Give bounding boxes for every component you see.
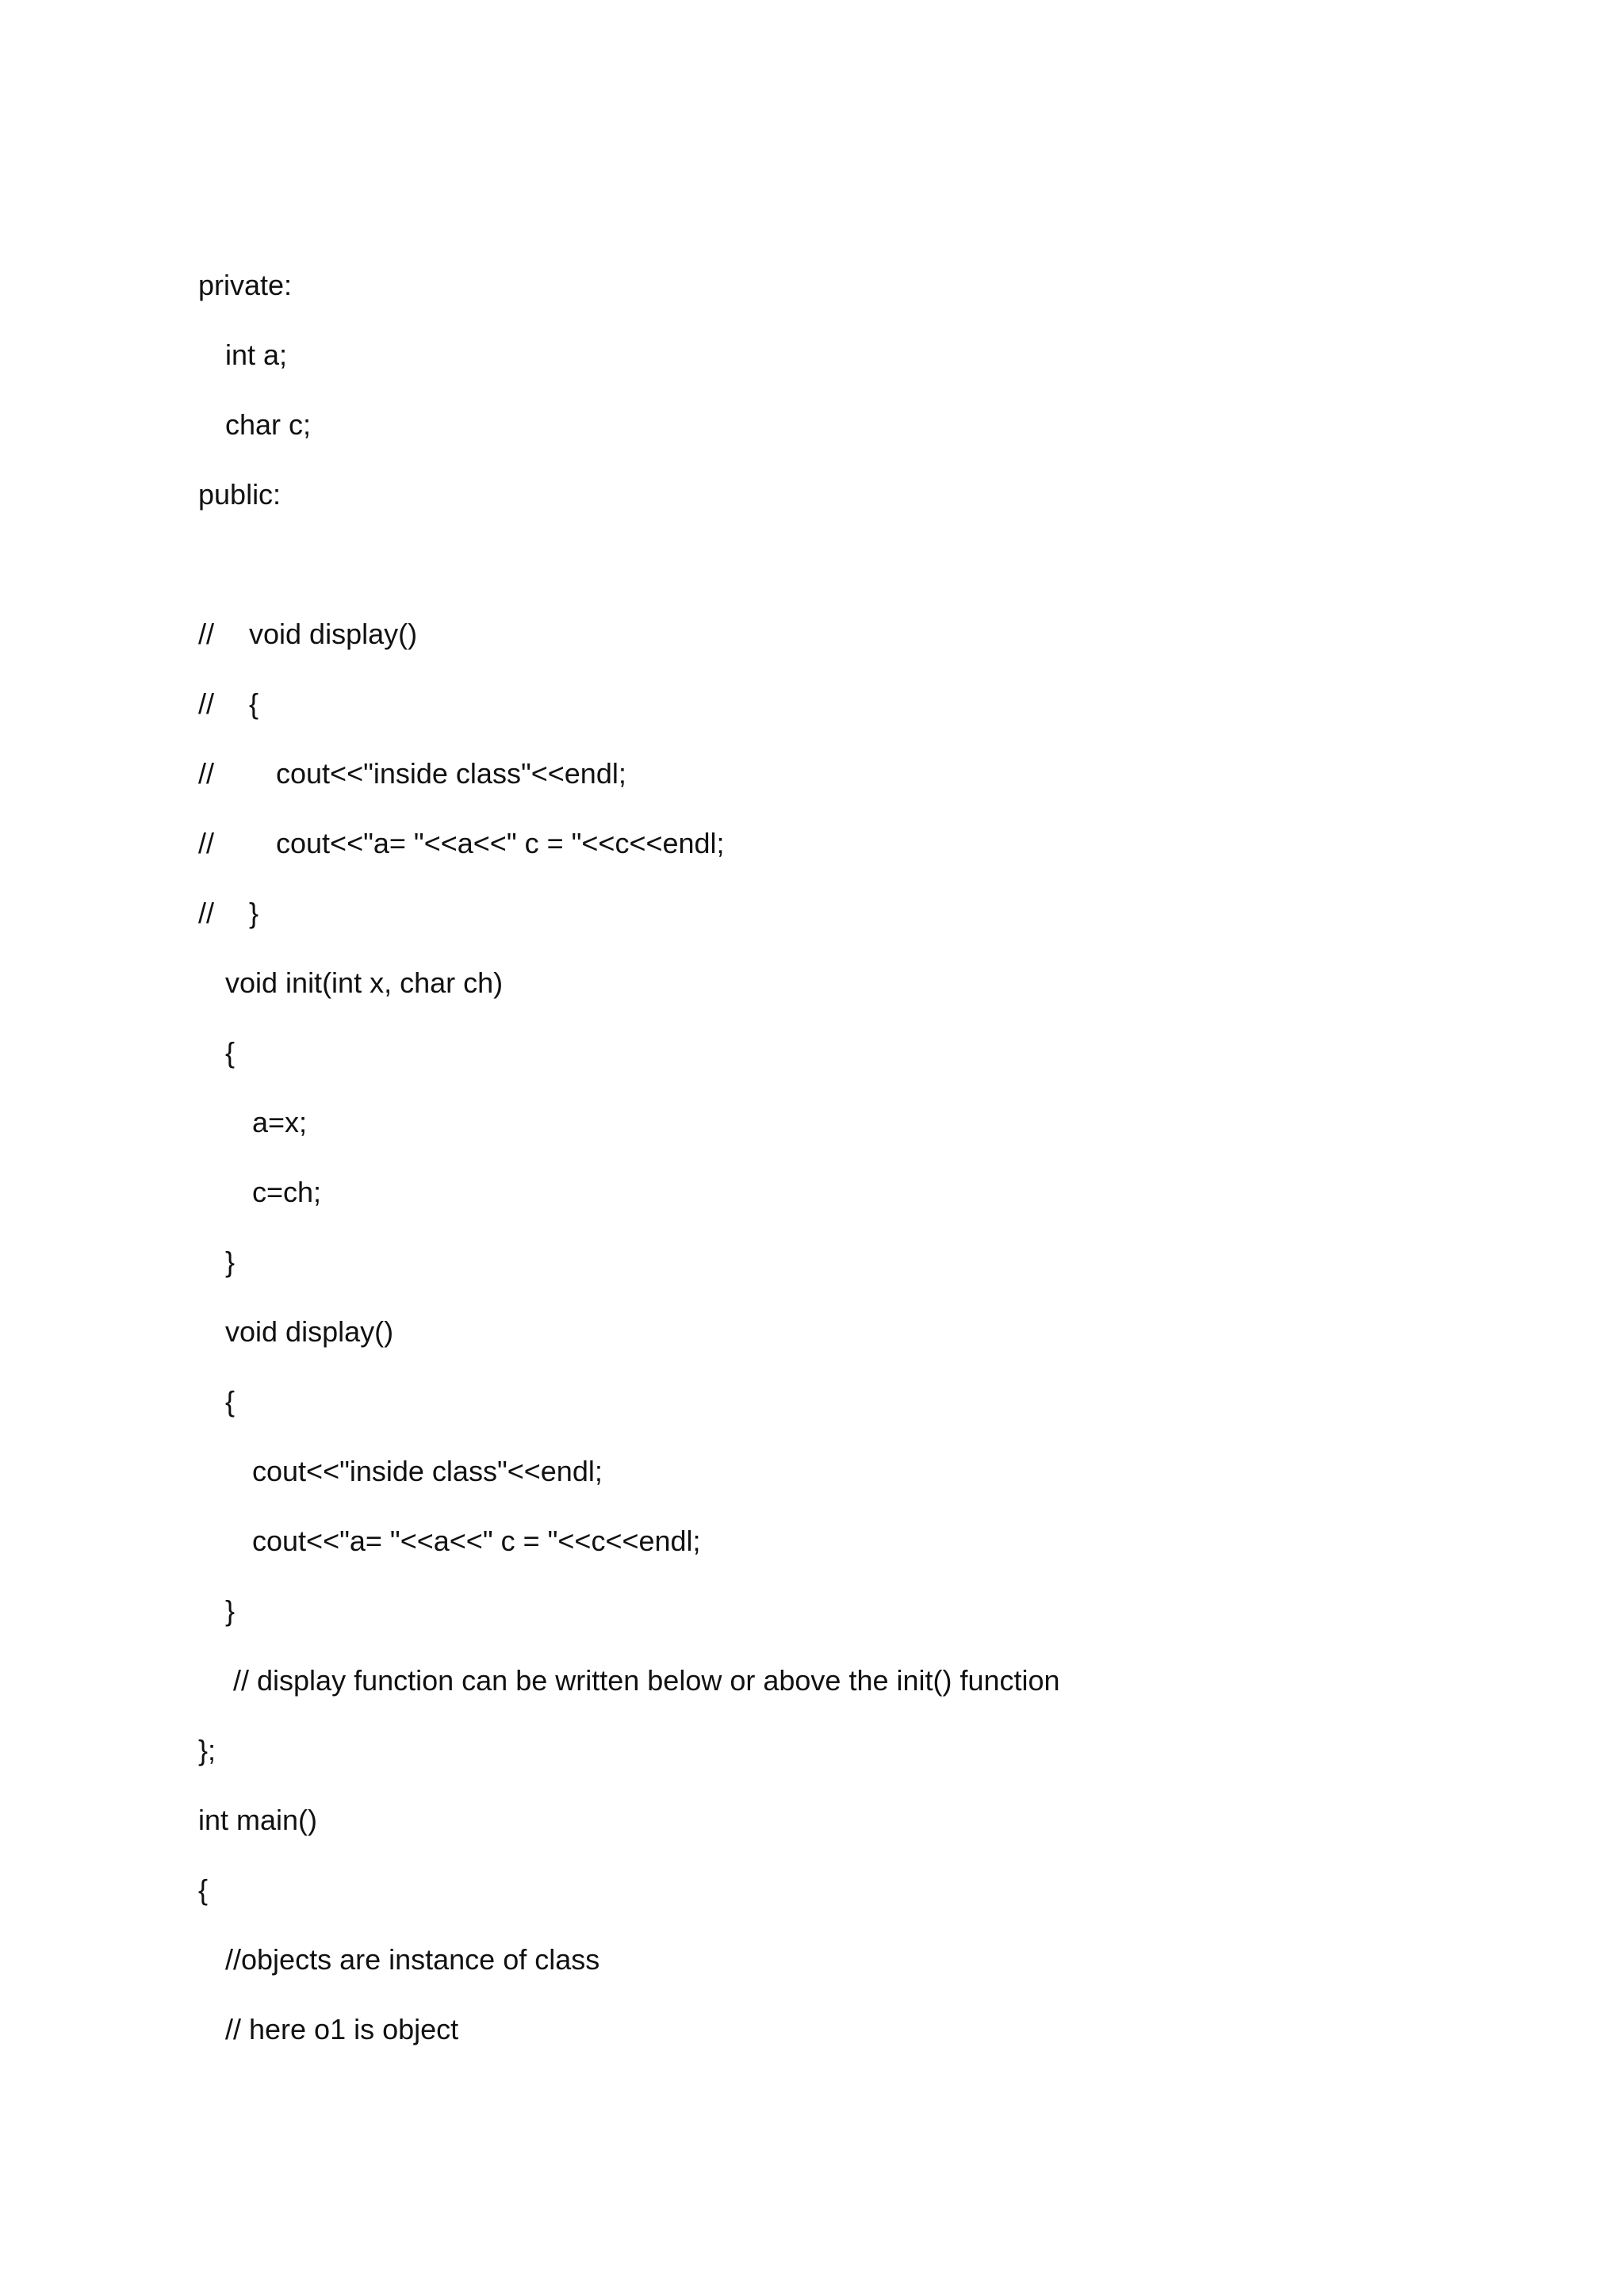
code-text: { <box>198 1873 209 1906</box>
code-text: } <box>225 1246 236 1278</box>
comment-marker: // <box>198 827 215 859</box>
code-text: int a; <box>225 339 288 371</box>
code-text: a=x; <box>252 1106 308 1138</box>
code-text: c=ch; <box>252 1176 322 1208</box>
code-text: } <box>249 897 259 929</box>
code-comment-line <box>198 2012 459 2117</box>
code-text: cout<<"a= "<<a<<" c = "<<c<<endl; <box>276 827 725 859</box>
code-text: private: <box>198 269 293 301</box>
code-text: { <box>225 1385 236 1418</box>
code-line <box>198 477 282 582</box>
code-text: char c; <box>225 408 312 441</box>
code-text: { <box>249 687 259 720</box>
code-text: // display function can be written below or above the init() function <box>233 1664 1060 1697</box>
code-text: cout<<"a= "<<a<<" c = "<<c<<endl; <box>252 1525 701 1557</box>
comment-marker: // <box>198 757 215 790</box>
code-text: cout<<"inside class"<<endl; <box>276 757 626 790</box>
code-text: void display() <box>225 1315 394 1348</box>
code-text: int main() <box>198 1804 318 1836</box>
code-text: { <box>225 1036 236 1069</box>
code-text: cout<<"inside class"<<endl; <box>252 1455 603 1487</box>
code-text: public: <box>198 478 282 511</box>
code-text: } <box>225 1594 236 1627</box>
comment-marker: // <box>198 618 215 650</box>
code-text: }; <box>198 1734 216 1766</box>
code-text: void display() <box>249 618 418 650</box>
code-text: void init(int x, char ch) <box>225 966 504 999</box>
comment-marker: // <box>198 897 215 929</box>
code-text: //objects are instance of class <box>225 1943 600 1976</box>
comment-marker: // <box>198 687 215 720</box>
code-text: // here o1 is object <box>225 2013 459 2045</box>
